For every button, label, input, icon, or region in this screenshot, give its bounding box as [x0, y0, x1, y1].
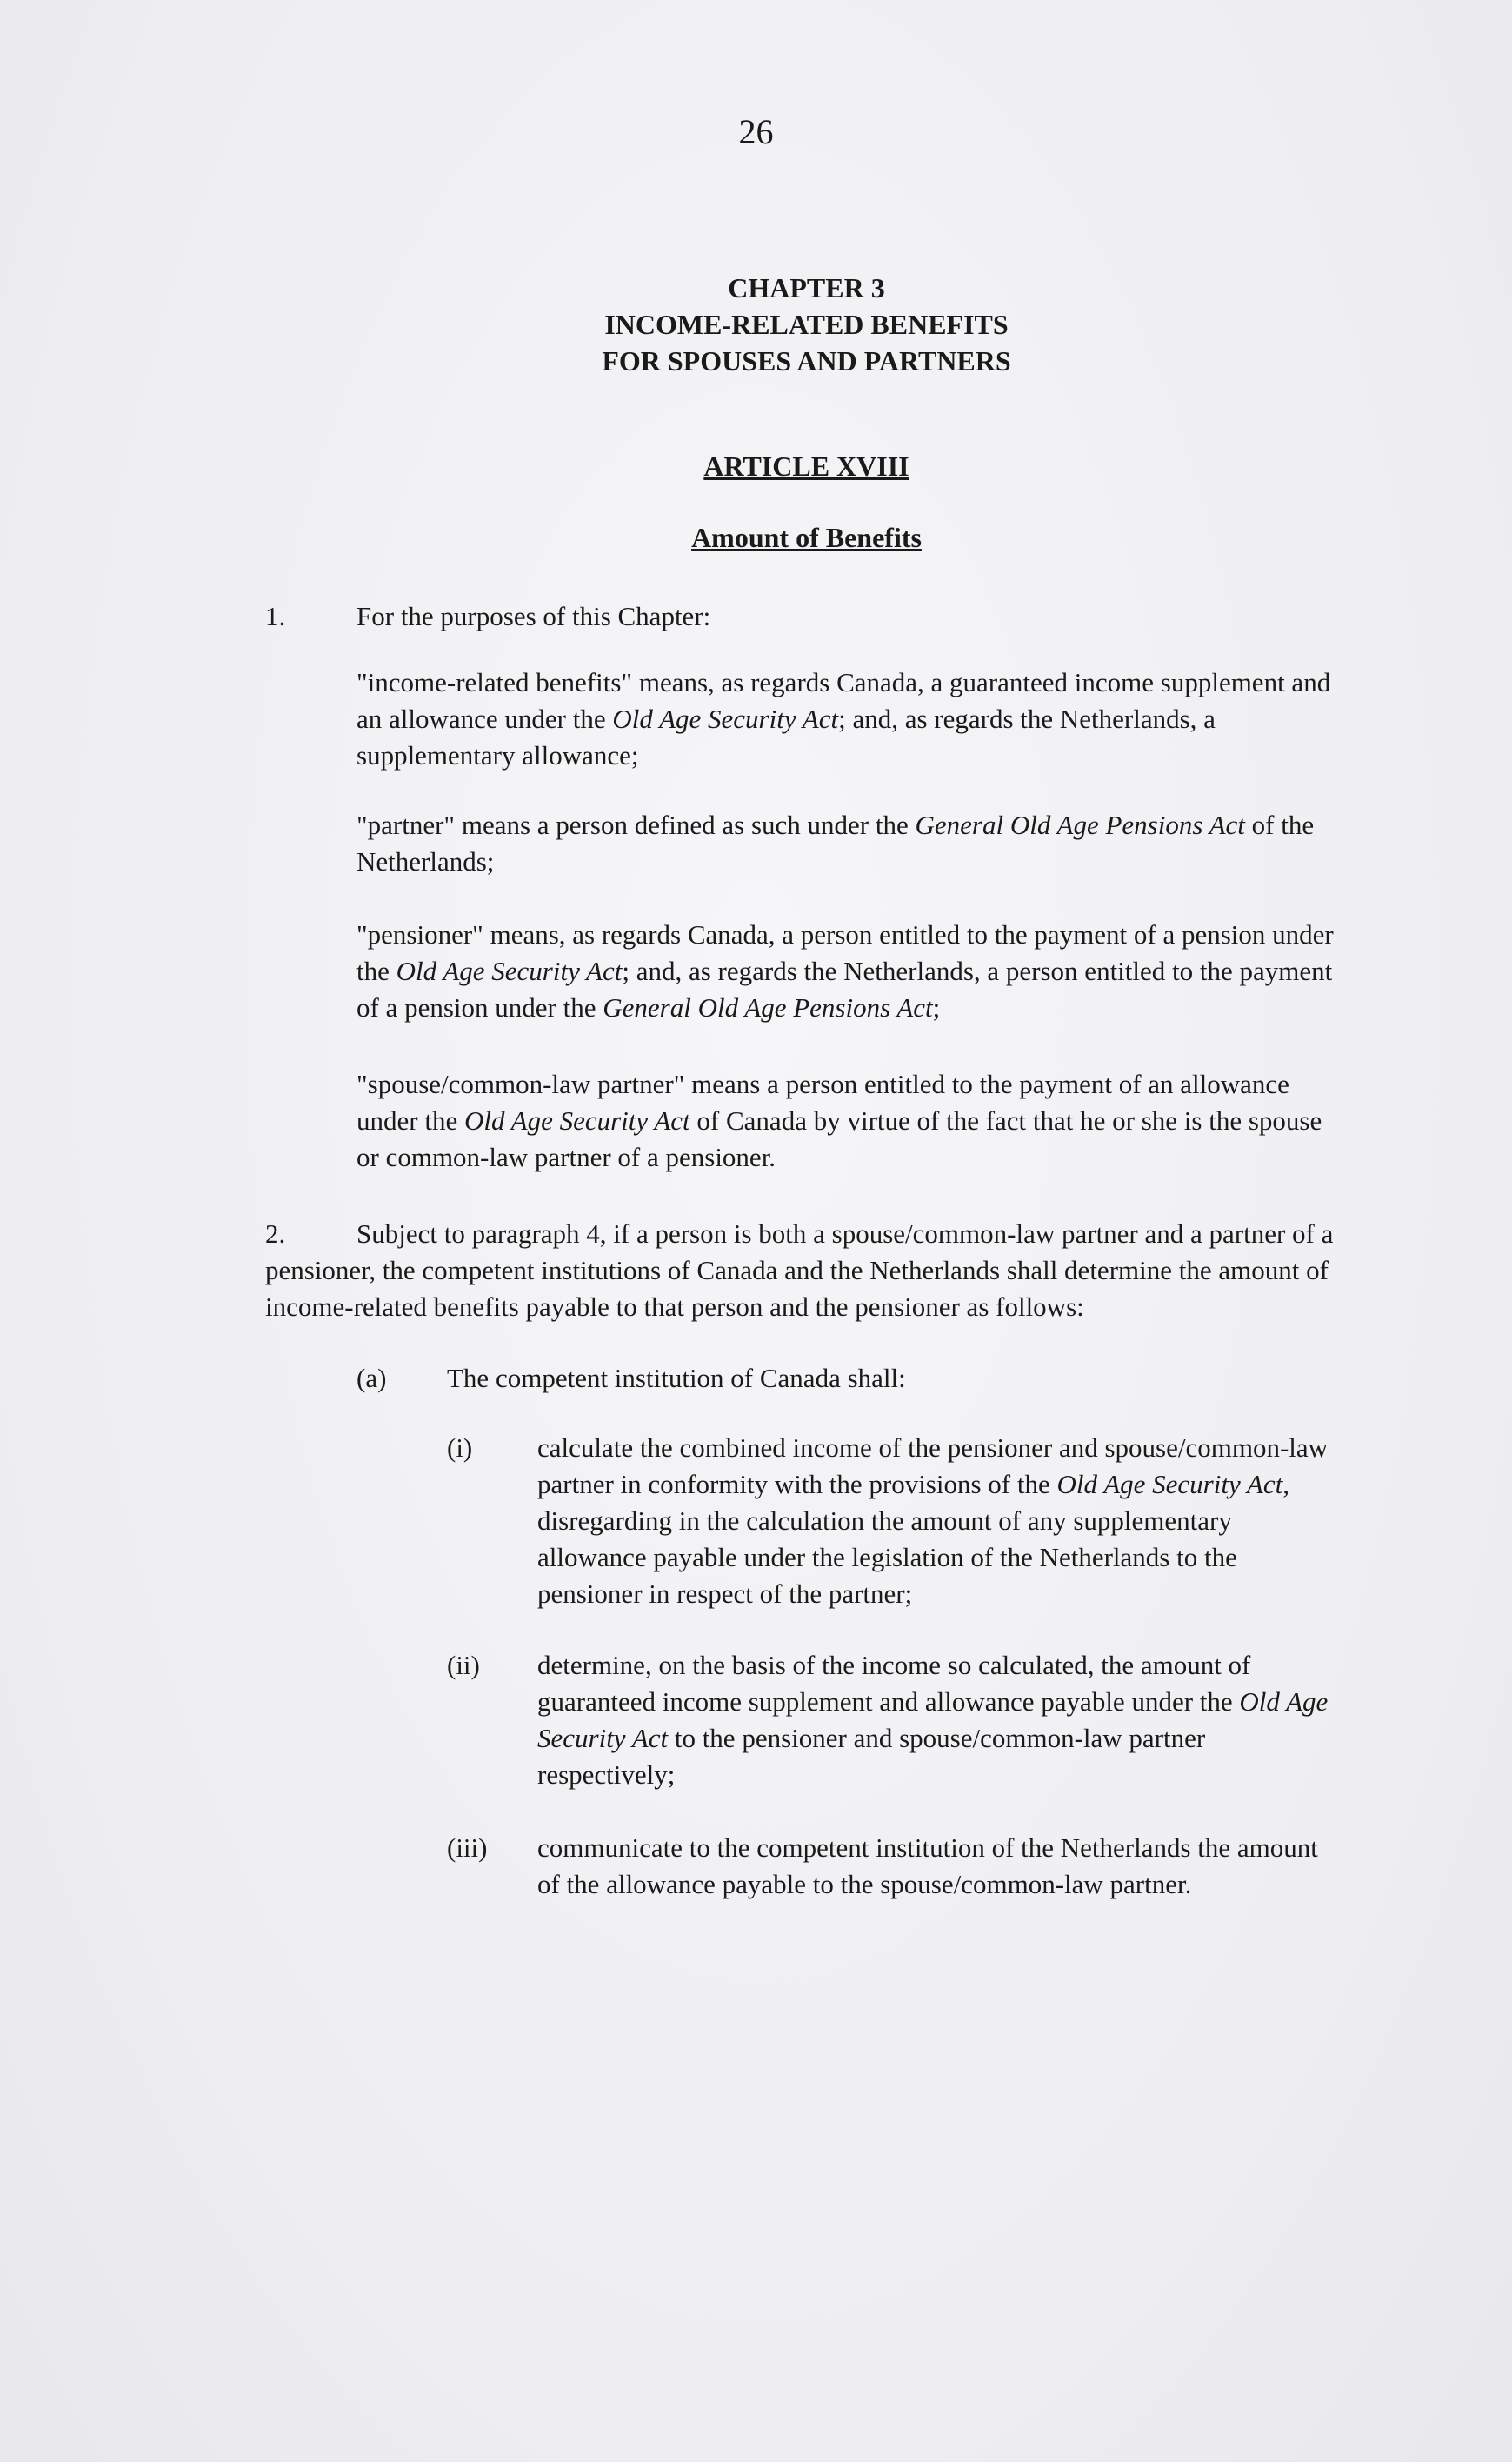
chapter-title-line1: INCOME-RELATED BENEFITS: [604, 309, 1009, 340]
subparagraph-a-text: The competent institution of Canada shall:: [447, 1363, 906, 1393]
definition-pensioner: "pensioner" means, as regards Canada, a person entitled to the payment of a pension under the Old Age Security Act; and, as regards the Netherlands, a person entitled to the payment of a pension under the General Old Age Pensions Act;: [356, 919, 1334, 1023]
item-i-label: (i): [447, 1432, 473, 1463]
article-title: ARTICLE XVIII: [703, 450, 909, 482]
chapter-title-line2: FOR SPOUSES AND PARTNERS: [602, 345, 1011, 377]
act-name: General Old Age Pensions Act: [915, 810, 1245, 840]
definition-spouse-common-law-partner: "spouse/common-law partner" means a person entitled to the payment of an allowance under the Old Age Security Act of Canada by virtue of the fact that he or she is the spouse or common-law partner of a pensioner.: [356, 1069, 1322, 1172]
definition-partner: "partner" means a person defined as such under the General Old Age Pensions Act of the Netherlands;: [356, 810, 1315, 877]
item-ii-label: (ii): [447, 1650, 480, 1680]
article-subtitle: Amount of Benefits: [691, 522, 922, 553]
item-i-text: calculate the combined income of the pensioner and spouse/common-law partner in conformity with the provisions of the Old Age Security Act, disregarding in the calculation the amount of any supplementary allowance payable under the legislation of the Netherlands to the pensioner in respect of the partner;: [537, 1432, 1329, 1609]
subparagraph-a-label: (a): [356, 1363, 387, 1393]
paragraph-2: 2. Subject to paragraph 4, if a person is both a spouse/common-law partner and a partner of a pensioner, the competent institutions of Canada and the Netherlands shall determine the amount of income-related benefits payable to that person and the pensioner as follows:: [265, 1218, 1334, 1322]
item-ii-text: determine, on the basis of the income so calculated, the amount of guaranteed income supplement and allowance payable under the Old Age Security Act to the pensioner and spouse/common-law partner respectively;: [537, 1650, 1329, 1790]
act-name: Old Age Security Act: [1056, 1469, 1283, 1499]
act-name: General Old Age Pensions Act: [603, 992, 933, 1023]
definition-income-related-benefits: "income-related benefits" means, as regards Canada, a guaranteed income supplement and an allowance under the Old Age Security Act; and, as regards the Netherlands, a supplementary allowance;: [356, 667, 1331, 771]
paragraph-1-number: 1.: [265, 601, 286, 631]
chapter-heading: [0, 270, 1512, 379]
page-number: 26: [738, 112, 774, 151]
chapter-number: CHAPTER 3: [728, 272, 885, 304]
act-name: Old Age Security Act: [463, 1105, 690, 1136]
act-name: Old Age Security Act: [396, 956, 623, 986]
item-iii-label: (iii): [447, 1832, 488, 1863]
act-name: Old Age Security Act: [537, 1686, 1329, 1753]
act-name: Old Age Security Act: [612, 704, 839, 734]
paragraph-1-intro: For the purposes of this Chapter:: [356, 601, 711, 631]
item-iii-text: communicate to the competent institution of the Netherlands the amount of the allowance payable to the spouse/common-law partner.: [537, 1832, 1318, 1899]
